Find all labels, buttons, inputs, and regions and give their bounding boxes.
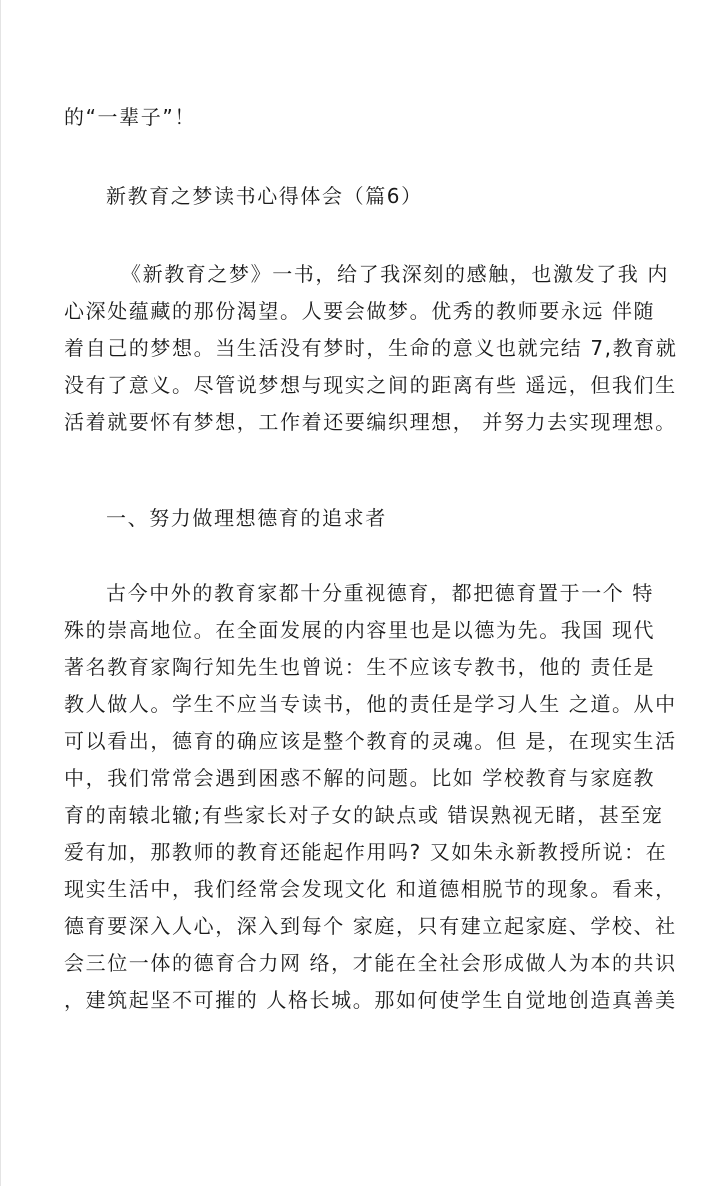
text-line: 现实生活中，我们经常会发现文化 和道德相脱节的现象。看来， (64, 877, 677, 901)
text-line: 《新教育之梦》一书，给了我深刻的感触，也激发了我 内 (121, 262, 669, 286)
text-line: 心深处蕴藏的那份渴望。人要会做梦。优秀的教师要永远 伴随 (64, 299, 656, 323)
text-line: 活着就要怀有梦想，工作着还要编织理想， 并努力去实现理想。 (64, 410, 677, 434)
text-line: 古今中外的教育家都十分重视德育，都把德育置于一个 特 (106, 581, 654, 605)
text-line: 会三位一体的德育合力网 络，才能在全社会形成做人为本的共识 (64, 951, 677, 975)
text-line: 育的南辕北辙;有些家长对子女的缺点或 错误熟视无睹，甚至宠 (64, 803, 664, 827)
section-title: 新教育之梦读书心得体会（篇6） (106, 184, 423, 208)
text-line: 中，我们常常会遇到困惑不解的问题。比如 学校教育与家庭教 (64, 766, 656, 790)
text-line: ，建筑起坚不可摧的 人格长城。那如何使学生自觉地创造真善美 (64, 988, 677, 1012)
text-line: 可以看出，德育的确应该是整个教育的灵魂。但 是，在现实生活 (64, 729, 677, 753)
section-heading: 一、努力做理想德育的追求者 (106, 506, 387, 530)
text-line: 殊的崇高地位。在全面发展的内容里也是以德为先。我国 现代 (64, 618, 656, 642)
text-line: 教人做人。学生不应当专读书，他的责任是学习人生 之道。从中 (64, 692, 677, 716)
text-line: 著名教育家陶行知先生也曾说：生不应该专教书，他的 责任是 (64, 655, 656, 679)
text-line: 德育要深入人心，深入到每个 家庭，只有建立起家庭、学校、社 (64, 914, 677, 938)
text-line: 的“一辈子”！ (64, 105, 196, 129)
text-line: 没有了意义。尽管说梦想与现实之间的距离有些 遥远，但我们生 (64, 373, 677, 397)
text-line: 着自己的梦想。当生活没有梦时，生命的意义也就完结 7,教育就 (64, 336, 678, 360)
text-line: 爱有加，那教师的教育还能起作用吗? 又如朱永新教授所说：在 (64, 840, 668, 864)
